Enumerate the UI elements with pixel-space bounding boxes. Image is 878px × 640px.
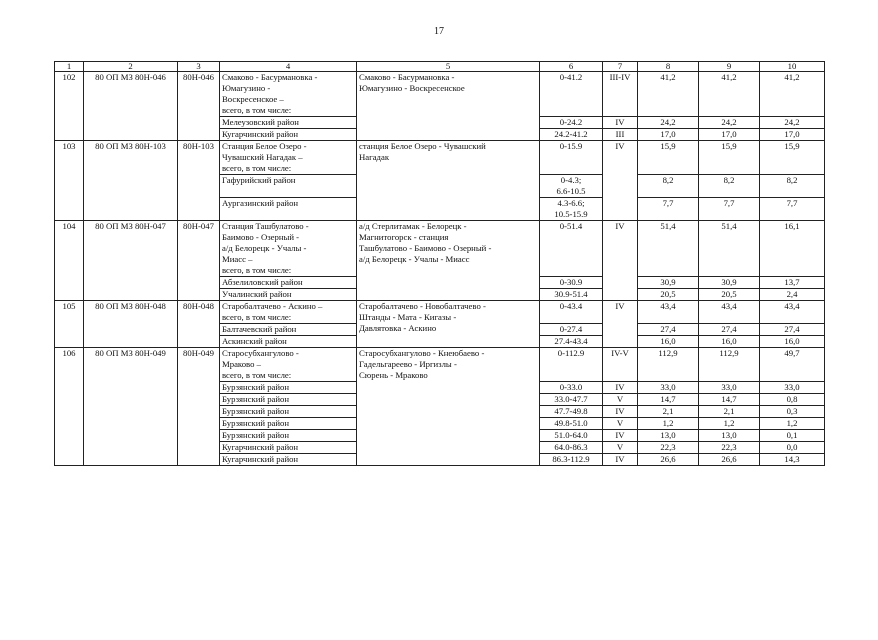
- text-line: Юмагузино -: [222, 83, 271, 93]
- district-category: V: [603, 394, 638, 406]
- district-length-total: 8,2: [638, 175, 699, 198]
- district-km-range: [540, 198, 603, 221]
- km-line: 0-33.0: [559, 382, 583, 392]
- district-length-col10: 33,0: [760, 382, 825, 394]
- district-length-col10: 0,8: [760, 394, 825, 406]
- column-header: 2: [84, 62, 178, 72]
- road-code: 80 ОП МЗ 80Н-048: [84, 301, 178, 348]
- text-line: Сюрень - Мраково: [359, 370, 428, 380]
- district-length-col9: 27,4: [699, 324, 760, 336]
- road-row: [55, 348, 825, 382]
- district-km-range: [540, 394, 603, 406]
- road-row: [55, 221, 825, 277]
- district-length-total: 22,3: [638, 442, 699, 454]
- district-length-col10: 7,7: [760, 198, 825, 221]
- column-header: 6: [540, 62, 603, 72]
- district-name: Бурзянский район: [220, 430, 357, 442]
- road-category: IV-V: [603, 348, 638, 382]
- district-length-col9: 16,0: [699, 336, 760, 348]
- district-length-col9: 17,0: [699, 129, 760, 141]
- district-km-range: [540, 406, 603, 418]
- district-category: V: [603, 442, 638, 454]
- roads-table: [54, 61, 825, 466]
- road-code: 80 ОП МЗ 80Н-103: [84, 141, 178, 221]
- km-range: 0-43.4: [540, 301, 603, 324]
- km-line: 49.8-51.0: [554, 418, 588, 428]
- length-total: 43,4: [638, 301, 699, 324]
- km-range: 0-41.2: [540, 72, 603, 117]
- district-length-col10: 24,2: [760, 117, 825, 129]
- district-name: Бурзянский район: [220, 418, 357, 430]
- district-length-total: 13,0: [638, 430, 699, 442]
- district-length-total: 33,0: [638, 382, 699, 394]
- district-km-range: [540, 442, 603, 454]
- length-total: 41,2: [638, 72, 699, 117]
- text-line: Нагадак: [359, 152, 390, 162]
- road-route: [357, 141, 540, 221]
- text-line: Смаково - Басурмановка -: [359, 72, 455, 82]
- text-line: Станция Ташбулатово -: [222, 221, 309, 231]
- text-line: а/д Белорецк - Учалы - Миасс: [359, 254, 470, 264]
- road-route: [357, 72, 540, 141]
- district-category: III: [603, 129, 638, 141]
- text-line: Ташбулатово - Баимово - Озерный -: [359, 243, 492, 253]
- km-line: 27.4-43.4: [554, 336, 588, 346]
- road-short-code: 80Н-046: [178, 72, 220, 141]
- length-col10: 49,7: [760, 348, 825, 382]
- district-length-col9: 30,9: [699, 277, 760, 289]
- column-header: 4: [220, 62, 357, 72]
- column-header: 7: [603, 62, 638, 72]
- road-row: [55, 301, 825, 324]
- road-code: 80 ОП МЗ 80Н-046: [84, 72, 178, 141]
- row-number: 105: [55, 301, 84, 348]
- km-line: 86.3-112.9: [552, 454, 590, 464]
- district-name: Бурзянский район: [220, 394, 357, 406]
- length-col10: 41,2: [760, 72, 825, 117]
- km-line: 10.5-15.9: [554, 209, 588, 219]
- district-length-col10: 2,4: [760, 289, 825, 301]
- text-line: всего, в том числе:: [222, 265, 292, 275]
- km-line: 0-24.2: [559, 117, 583, 127]
- text-line: Старосубхангулово -: [222, 348, 299, 358]
- length-total: 51,4: [638, 221, 699, 277]
- road-row: [55, 72, 825, 117]
- district-length-col10: 16,0: [760, 336, 825, 348]
- text-line: Старобалтачево - Новобалтачево -: [359, 301, 486, 311]
- district-name: Кугарчинский район: [220, 454, 357, 466]
- district-km-range: [540, 117, 603, 129]
- text-line: Станция Белое Озеро -: [222, 141, 307, 151]
- district-name: Аургазинский район: [220, 198, 357, 221]
- district-length-col10: 17,0: [760, 129, 825, 141]
- length-col9: 112,9: [699, 348, 760, 382]
- length-col9: 41,2: [699, 72, 760, 117]
- district-km-range: [540, 418, 603, 430]
- column-header: 5: [357, 62, 540, 72]
- text-line: а/д Стерлитамак - Белорецк -: [359, 221, 467, 231]
- district-length-total: 1,2: [638, 418, 699, 430]
- km-line: 6.6-10.5: [556, 186, 586, 196]
- district-km-range: [540, 454, 603, 466]
- road-short-code: 80Н-047: [178, 221, 220, 301]
- district-length-col9: 22,3: [699, 442, 760, 454]
- header-row: [55, 62, 825, 72]
- road-category: IV: [603, 221, 638, 301]
- district-category: IV: [603, 454, 638, 466]
- district-category: IV: [603, 117, 638, 129]
- district-km-range: [540, 175, 603, 198]
- length-col10: 43,4: [760, 301, 825, 324]
- road-row: [55, 141, 825, 175]
- district-category: IV: [603, 382, 638, 394]
- column-header: 9: [699, 62, 760, 72]
- road-name: [220, 348, 357, 382]
- district-category: V: [603, 418, 638, 430]
- district-length-col9: 7,7: [699, 198, 760, 221]
- district-length-total: 14,7: [638, 394, 699, 406]
- road-code: 80 ОП МЗ 80Н-047: [84, 221, 178, 301]
- district-name: Кугарчинский район: [220, 129, 357, 141]
- km-line: 0-4.3;: [560, 175, 582, 185]
- district-km-range: [540, 336, 603, 348]
- text-line: Воскресенское –: [222, 94, 284, 104]
- road-short-code: 80Н-049: [178, 348, 220, 466]
- district-name: Бурзянский район: [220, 406, 357, 418]
- length-col9: 15,9: [699, 141, 760, 175]
- district-length-total: 24,2: [638, 117, 699, 129]
- text-line: а/д Белорецк - Учалы -: [222, 243, 307, 253]
- road-category: IV: [603, 301, 638, 348]
- district-length-total: 17,0: [638, 129, 699, 141]
- district-category: IV: [603, 430, 638, 442]
- district-name: Бурзянский район: [220, 382, 357, 394]
- road-code: 80 ОП МЗ 80Н-049: [84, 348, 178, 466]
- district-length-col9: 13,0: [699, 430, 760, 442]
- district-length-col9: 2,1: [699, 406, 760, 418]
- district-length-col9: 1,2: [699, 418, 760, 430]
- road-short-code: 80Н-103: [178, 141, 220, 221]
- km-range: 0-15.9: [540, 141, 603, 175]
- text-line: Юмагузино - Воскресенское: [359, 83, 465, 93]
- district-length-col10: 0,3: [760, 406, 825, 418]
- km-line: 0-30.9: [559, 277, 583, 287]
- text-line: Гадельгареево - Иргизлы -: [359, 359, 457, 369]
- road-name: [220, 221, 357, 277]
- road-route: [357, 221, 540, 301]
- district-length-col10: 0,1: [760, 430, 825, 442]
- district-length-col9: 24,2: [699, 117, 760, 129]
- column-header: 10: [760, 62, 825, 72]
- text-line: Баимово - Озерный -: [222, 232, 300, 242]
- text-line: всего, в том числе:: [222, 312, 292, 322]
- km-line: 64.0-86.3: [554, 442, 588, 452]
- district-length-col10: 0,0: [760, 442, 825, 454]
- district-km-range: [540, 129, 603, 141]
- km-line: 33.0-47.7: [554, 394, 588, 404]
- text-line: станция Белое Озеро - Чувашский: [359, 141, 486, 151]
- page-number: 17: [434, 26, 444, 37]
- district-length-col10: 14,3: [760, 454, 825, 466]
- row-number: 104: [55, 221, 84, 301]
- km-line: 0-27.4: [559, 324, 583, 334]
- district-length-col10: 13,7: [760, 277, 825, 289]
- district-length-col9: 26,6: [699, 454, 760, 466]
- text-line: Магнитогорск - станция: [359, 232, 449, 242]
- text-line: Старосубхангулово - Кнеюбаево -: [359, 348, 485, 358]
- text-line: Миасс –: [222, 254, 253, 264]
- text-line: всего, в том числе:: [222, 105, 292, 115]
- district-length-col10: 8,2: [760, 175, 825, 198]
- text-line: всего, в том числе:: [222, 370, 292, 380]
- row-number: 106: [55, 348, 84, 466]
- district-name: Гафурийский район: [220, 175, 357, 198]
- district-length-col10: 27,4: [760, 324, 825, 336]
- district-name: Абзелиловский район: [220, 277, 357, 289]
- km-line: 24.2-41.2: [554, 129, 588, 139]
- district-length-total: 16,0: [638, 336, 699, 348]
- district-length-col9: 8,2: [699, 175, 760, 198]
- text-line: Мраково –: [222, 359, 261, 369]
- length-col10: 16,1: [760, 221, 825, 277]
- district-length-col9: 14,7: [699, 394, 760, 406]
- district-name: Учалинский район: [220, 289, 357, 301]
- district-km-range: [540, 324, 603, 336]
- district-name: Кугарчинский район: [220, 442, 357, 454]
- text-line: Смаково - Басурмановка -: [222, 72, 318, 82]
- district-length-col9: 20,5: [699, 289, 760, 301]
- road-category: III-IV: [603, 72, 638, 117]
- km-line: 51.0-64.0: [554, 430, 588, 440]
- road-name: [220, 301, 357, 324]
- district-name: Аскинский район: [220, 336, 357, 348]
- district-length-col9: 33,0: [699, 382, 760, 394]
- road-name: [220, 141, 357, 175]
- text-line: Давлятовка - Аскино: [359, 323, 437, 333]
- district-km-range: [540, 277, 603, 289]
- row-number: 102: [55, 72, 84, 141]
- column-header: 8: [638, 62, 699, 72]
- km-line: 47.7-49.8: [554, 406, 588, 416]
- km-line: 30.9-51.4: [554, 289, 588, 299]
- km-line: 4.3-6.6;: [557, 198, 585, 208]
- district-name: Мелеузовский район: [220, 117, 357, 129]
- district-length-total: 2,1: [638, 406, 699, 418]
- text-line: Чувашский Нагадак –: [222, 152, 303, 162]
- road-route: [357, 348, 540, 466]
- km-range: 0-112.9: [540, 348, 603, 382]
- district-km-range: [540, 382, 603, 394]
- road-short-code: 80Н-048: [178, 301, 220, 348]
- column-header: 1: [55, 62, 84, 72]
- district-length-total: 26,6: [638, 454, 699, 466]
- text-line: всего, в том числе:: [222, 163, 292, 173]
- length-total: 112,9: [638, 348, 699, 382]
- length-col9: 51,4: [699, 221, 760, 277]
- length-col9: 43,4: [699, 301, 760, 324]
- length-total: 15,9: [638, 141, 699, 175]
- district-category: IV: [603, 406, 638, 418]
- district-km-range: [540, 430, 603, 442]
- district-length-total: 20,5: [638, 289, 699, 301]
- column-header: 3: [178, 62, 220, 72]
- district-name: Балтачевский район: [220, 324, 357, 336]
- km-range: 0-51.4: [540, 221, 603, 277]
- district-km-range: [540, 289, 603, 301]
- district-length-col10: 1,2: [760, 418, 825, 430]
- row-number: 103: [55, 141, 84, 221]
- road-route: [357, 301, 540, 348]
- district-length-total: 7,7: [638, 198, 699, 221]
- district-length-total: 30,9: [638, 277, 699, 289]
- district-length-total: 27,4: [638, 324, 699, 336]
- length-col10: 15,9: [760, 141, 825, 175]
- road-category: IV: [603, 141, 638, 221]
- road-name: [220, 72, 357, 117]
- text-line: Старобалтачево - Аскино –: [222, 301, 323, 311]
- text-line: Штанды - Мата - Кигазы -: [359, 312, 457, 322]
